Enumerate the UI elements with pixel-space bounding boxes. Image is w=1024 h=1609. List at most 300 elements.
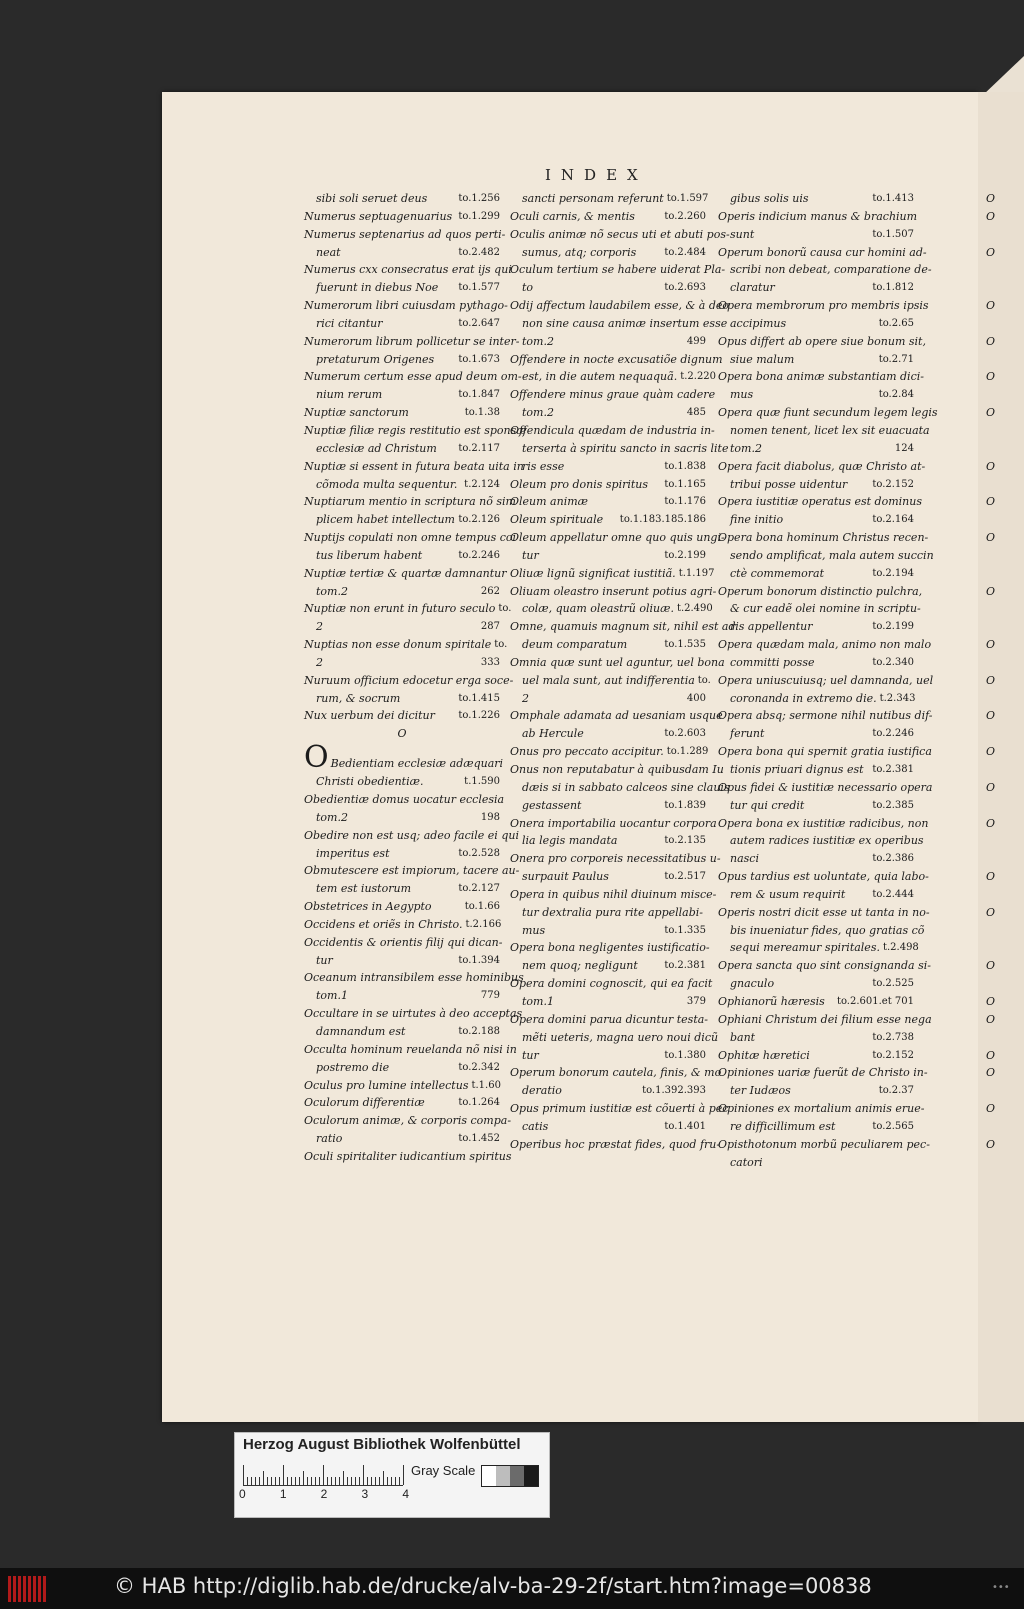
entry-text: sibi soli seruet deus (316, 192, 428, 205)
fragment-line (986, 832, 1024, 850)
ruler-tick (375, 1477, 376, 1485)
fragment-line (986, 618, 1024, 636)
index-entry-line (718, 600, 921, 618)
entry-reference: to.2.127 (458, 883, 500, 895)
entry-reference: to.2.246 (872, 728, 914, 740)
fragment-line: O (986, 780, 996, 794)
fragment-line (986, 797, 1024, 815)
index-entry-line (304, 827, 519, 845)
index-entry-line (510, 1082, 706, 1100)
entry-text: Opera uniuscuiusq; uel damnanda, uel (718, 673, 934, 687)
entry-text: Occidentis & orientis filij qui dican- (304, 935, 503, 949)
ruler-tick (299, 1477, 300, 1485)
entry-text: committi posse (730, 655, 815, 669)
entry-reference: 333 (480, 656, 500, 668)
index-entry-line (718, 583, 923, 601)
index-entry-line (718, 440, 914, 458)
fragment-line: O (986, 406, 996, 420)
entry-text: ratio (316, 1132, 343, 1146)
entry-text: Nuptiæ si essent in futura beata uita in (304, 459, 524, 473)
entry-text: claratur (730, 281, 775, 295)
index-entry-line (304, 404, 500, 422)
index-entry-line (510, 261, 726, 279)
entry-reference: to.2.381 (664, 960, 706, 972)
index-entry-line (304, 565, 507, 583)
index-entry-line (304, 725, 500, 743)
entry-text: Offendicula quædam de industria in- (510, 423, 715, 437)
index-column-1 (304, 190, 527, 1166)
index-entry-line (510, 404, 706, 422)
entry-text: Numerorum librum pollicetur se inter- (304, 334, 520, 348)
entry-text: Opera in quibus nihil diuinum misce- (510, 887, 717, 901)
entry-reference: to.2.194 (872, 567, 914, 579)
entry-reference: to.1.183.185.186 (619, 514, 706, 526)
ruler-tick (319, 1477, 320, 1485)
entry-text: sendo amplificat, mala autem succin (730, 548, 934, 562)
index-entry-line (304, 386, 500, 404)
index-entry-line (304, 987, 500, 1005)
index-entry-line (510, 672, 711, 690)
entry-text: sumus, atq; corporis (522, 245, 637, 259)
entry-text: Nuptijs copulati non omne tempus coi (304, 531, 517, 545)
entry-text: ab Hercule (522, 727, 584, 741)
index-entry-line (718, 458, 926, 476)
entry-text: mus (730, 388, 754, 402)
index-entry-line (718, 922, 925, 940)
ruler-number: 3 (361, 1487, 369, 1501)
entry-text: postremo die (316, 1060, 390, 1074)
index-entry-line (718, 957, 931, 975)
ruler-tick (371, 1477, 372, 1485)
index-entry-line (718, 654, 914, 672)
measurement-ruler (243, 1463, 403, 1486)
index-entry-line (718, 368, 924, 386)
entry-reference: to.1.394 (458, 954, 500, 966)
index-entry-line (304, 845, 500, 863)
entry-text: Omne, quamuis magnum sit, nihil est ad (510, 620, 736, 634)
entry-reference: to.2.164 (872, 514, 914, 526)
entry-text: Opera bona animæ substantiam dici- (718, 370, 924, 384)
entry-text: uel mala sunt, aut indifferentia (522, 673, 695, 687)
fragment-line: O (986, 1137, 996, 1151)
entry-reference: to.1.838 (664, 460, 706, 472)
fragment-line: O (986, 459, 996, 473)
entry-reference: to.1.839 (664, 799, 706, 811)
entry-text: tus liberum habent (316, 548, 423, 562)
index-entry-line (510, 993, 706, 1011)
ruler-tick (247, 1477, 248, 1485)
fragment-line (986, 654, 1024, 672)
index-entry-line (510, 386, 716, 404)
index-entry-line (304, 1148, 512, 1166)
index-entry-line (304, 1059, 500, 1077)
index-entry-line (304, 440, 500, 458)
entry-reference: to.1.380 (664, 1049, 706, 1061)
index-entry-line (304, 672, 514, 690)
entry-text: Oleum animæ (510, 495, 588, 509)
gray-swatch (524, 1466, 538, 1486)
fragment-line (986, 690, 1024, 708)
index-entry-line (718, 707, 933, 725)
source-url-text[interactable]: © HAB http://diglib.hab.de/drucke/alv-ba-29-2f/start.htm?image=00838 (114, 1574, 872, 1598)
entry-reference: to.2.484 (664, 246, 706, 258)
entry-text: Christi obedientiæ. (316, 775, 424, 789)
entry-reference: to.2.152 (872, 478, 914, 490)
entry-reference: to.2.126 (458, 514, 500, 526)
fragment-line: O (986, 816, 996, 830)
ruler-tick (367, 1477, 368, 1485)
index-entry-line (510, 922, 706, 940)
index-entry-line (510, 368, 717, 386)
ruler-number: 1 (279, 1487, 287, 1501)
entry-reference: to.1.256 (458, 193, 500, 204)
entry-text: tur qui credit (730, 798, 805, 812)
index-entry-line (510, 1029, 719, 1047)
fragment-line: O (986, 745, 996, 759)
index-entry-line (510, 1136, 721, 1154)
fragment-line (986, 886, 1024, 904)
entry-reference: to.1.299 (458, 210, 500, 222)
index-entry-line (718, 1154, 914, 1172)
entry-reference: t.2.343 (879, 692, 916, 704)
index-entry-line (304, 773, 500, 791)
entry-text: re difficillimum est (730, 1119, 836, 1133)
entry-text: est, in die autem nequaquã. (522, 370, 678, 384)
entry-text: tionis priuari dignus est (730, 763, 864, 776)
ruler-tick (335, 1477, 336, 1485)
index-entry-line (718, 975, 914, 993)
index-entry-line (510, 957, 706, 975)
entry-text: tur dextralia pura rite appellabi- (522, 905, 704, 919)
entry-text: Oceanum intransibilem esse hominibus (304, 971, 524, 985)
entry-text: imperitus est (316, 846, 390, 860)
entry-text: scribi non debeat, comparatione de- (730, 263, 932, 277)
index-column-2 (510, 190, 736, 1154)
entry-reference: to.1.812 (872, 282, 914, 294)
fragment-line: O (986, 1066, 996, 1080)
index-entry-line (510, 1047, 706, 1065)
index-entry-line (304, 315, 500, 333)
index-entry-line (510, 226, 730, 244)
index-entry-line (510, 690, 706, 708)
ruler-tick (307, 1477, 308, 1485)
entry-text: Ophianorũ hæresis (718, 994, 825, 1008)
fragment-line: O (986, 531, 996, 545)
ruler-tick (327, 1477, 328, 1485)
index-entry-line (304, 934, 503, 952)
index-entry-line (718, 797, 914, 815)
fragment-line (986, 600, 1024, 618)
entry-text: autem radices iustitiæ ex operibus (730, 834, 924, 848)
entry-reference: to.1.264 (458, 1097, 500, 1109)
index-entry-line (510, 1064, 722, 1082)
entry-reference: t.1.197 (678, 567, 715, 579)
index-column-3 (718, 190, 938, 1171)
entry-text: nem quoq; negligunt (522, 959, 638, 973)
entry-reference: to.2.199 (664, 549, 706, 561)
entry-reference: to.2.647 (458, 317, 500, 329)
entry-text: Omnia quæ sunt uel aguntur, uel bona (510, 655, 725, 669)
entry-text: rum, & socrum (316, 691, 401, 705)
entry-text: gibus solis uis (730, 192, 809, 205)
ruler-number: 2 (320, 1487, 328, 1501)
entry-text: Odij affectum laudabilem esse, & à deo (510, 299, 730, 313)
entry-reference: to.1.413 (872, 193, 914, 204)
entry-text: dæis si in sabbato calceos sine clauis (522, 780, 730, 794)
entry-reference: to.2.260 (664, 210, 706, 222)
fragment-line (986, 440, 1024, 458)
entry-text: Oculis animæ nõ secus uti et abuti pos- (510, 227, 730, 241)
entry-text: Numerus septenarius ad quos perti- (304, 227, 506, 241)
entry-text: Numerum certum esse apud deum om- (304, 370, 522, 384)
logo-stripe (18, 1576, 21, 1602)
index-entry-line (718, 422, 930, 440)
index-entry-line (304, 791, 505, 809)
index-entry-line (718, 1029, 914, 1047)
entry-reference: to.2.84 (878, 389, 914, 401)
fragment-line: O (986, 1102, 996, 1116)
entry-reference: to. (498, 603, 512, 615)
entry-text: tom.2 (522, 406, 554, 420)
ruler-tick (251, 1477, 252, 1485)
fragment-line: O (986, 673, 996, 687)
entry-text: Opiniones ex mortalium animis erue- (718, 1102, 925, 1116)
entry-text: terserta à spiritu sancto in sacris lite (522, 441, 729, 455)
logo-stripe (38, 1576, 41, 1602)
entry-text: accipimus (730, 316, 787, 330)
entry-text: Occultare in se uirtutes à deo acceptas (304, 1007, 523, 1021)
ruler-tick (295, 1477, 296, 1485)
ruler-tick (399, 1477, 400, 1485)
fragment-line (986, 922, 1024, 940)
index-entry-line (718, 779, 933, 797)
next-page-column-fragment (986, 190, 1024, 1154)
hab-logo-icon (8, 1576, 48, 1602)
ruler-tick (303, 1471, 304, 1485)
fragment-line (986, 850, 1024, 868)
entry-text: nasci (730, 852, 759, 866)
entry-reference: 262 (480, 585, 500, 597)
index-entry-line (510, 422, 715, 440)
index-entry-line (510, 725, 706, 743)
entry-text: 2 (316, 655, 323, 669)
entry-text: coronanda in extremo die. (730, 691, 877, 705)
index-entry-line (304, 422, 527, 440)
entry-reference: 379 (686, 995, 706, 1007)
index-entry-line (304, 583, 500, 601)
entry-text: tribui posse uidentur (730, 477, 848, 491)
index-entry-line (510, 244, 706, 262)
entry-reference: to.2.386 (872, 853, 914, 865)
entry-text: gnaculo (730, 977, 775, 991)
entry-reference: 124 (894, 442, 914, 454)
index-entry-line (304, 511, 500, 529)
fragment-line (986, 547, 1024, 565)
index-entry-line (304, 351, 500, 369)
entry-text: Operum bonorum distinctio pulchra, (718, 584, 923, 598)
entry-text: Opus primum iustitiæ est cõuerti à pec (510, 1102, 729, 1116)
index-entry-line (510, 297, 730, 315)
fragment-line (986, 422, 1024, 440)
entry-text: ris esse (522, 459, 565, 473)
entry-text: surpauit Paulus (522, 870, 609, 884)
index-entry-line (718, 886, 914, 904)
entry-text: mus (522, 923, 546, 937)
entry-text: tom.1 (316, 989, 348, 1003)
entry-text: Occulta hominum reuelanda nõ nisi in (304, 1042, 517, 1056)
gray-scale-label: Gray Scale (411, 1463, 476, 1478)
entry-text: Onus non reputabatur à quibusdam Iu (510, 763, 724, 776)
index-entry-line (304, 1094, 500, 1112)
index-entry-line (510, 797, 706, 815)
entry-text: Nuptiæ sanctorum (304, 406, 409, 420)
index-entry-line (304, 969, 524, 987)
entry-text: neat (316, 245, 341, 259)
entry-text: Opera bona ex iustitiæ radicibus, non (718, 816, 929, 830)
entry-text: Onus pro peccato accipitur. (510, 745, 664, 759)
index-entry-line (304, 952, 500, 970)
ruler-tick (291, 1477, 292, 1485)
entry-reference: t.1.60 (471, 1079, 501, 1091)
index-entry-line (510, 779, 730, 797)
ruler-tick (311, 1477, 312, 1485)
logo-stripe (8, 1576, 11, 1602)
entry-text: Oleum spirituale (510, 513, 604, 527)
ruler-tick (259, 1477, 260, 1485)
index-entry-line (718, 226, 914, 244)
index-entry-line (718, 404, 938, 422)
entry-text: tur (522, 1048, 539, 1062)
entry-text: Obmutescere est impiorum, tacere au- (304, 864, 520, 878)
ruler-tick (351, 1477, 352, 1485)
index-entry-line (718, 565, 914, 583)
gray-swatch (510, 1466, 524, 1486)
entry-text: plicem habet intellectum (316, 513, 455, 527)
index-entry-line (304, 1130, 500, 1148)
ruler-tick (331, 1477, 332, 1485)
fragment-line: O (986, 905, 996, 919)
ruler-tick (355, 1477, 356, 1485)
index-entry-line (718, 208, 918, 226)
index-entry-line (718, 1082, 914, 1100)
entry-reference: to.2.199 (872, 621, 914, 633)
fragment-line (986, 761, 1024, 779)
entry-text: 2 (522, 691, 529, 705)
index-entry-line (304, 476, 500, 494)
index-entry-line (304, 740, 504, 776)
entry-text: bis inueniatur fides, quo gratias cõ (730, 923, 925, 937)
entry-reference: to.2.65 (878, 317, 914, 329)
fragment-line (986, 725, 1024, 743)
entry-reference: to.1.38 (464, 407, 500, 419)
index-entry-line (718, 743, 932, 761)
fragment-line (986, 939, 1024, 957)
ruler-tick (263, 1471, 264, 1485)
entry-text: rici citantur (316, 316, 383, 330)
index-entry-line (718, 493, 922, 511)
entry-text: ferunt (730, 727, 765, 741)
entry-text: ris appellentur (730, 620, 813, 634)
index-entry-line (510, 1011, 709, 1029)
entry-reference: to.1.673 (458, 353, 500, 365)
entry-reference: to.2.525 (872, 978, 914, 990)
entry-text: Bedientiam ecclesiæ adæquari (330, 757, 504, 771)
entry-reference: 287 (480, 621, 500, 633)
logo-stripe (23, 1576, 26, 1602)
ruler-tick (395, 1477, 396, 1485)
fragment-line: O (986, 192, 996, 205)
index-entry-line (304, 493, 516, 511)
index-entry-line (510, 1118, 706, 1136)
index-entry-line (718, 904, 930, 922)
index-entry-line (718, 279, 914, 297)
index-entry-line (304, 862, 520, 880)
entry-reference: to.1.507 (872, 228, 914, 240)
entry-text: Onera importabilia uocantur corpora (510, 816, 717, 830)
entry-text: non sine causa animæ insertum esse (522, 316, 728, 330)
entry-text: O (397, 727, 407, 741)
entry-reference: to.2.517 (664, 871, 706, 883)
fragment-line (986, 565, 1024, 583)
viewer-footer-bar (0, 1568, 1024, 1609)
entry-text: tem est iustorum (316, 882, 411, 896)
index-entry-line (304, 690, 500, 708)
entry-text: catis (522, 1119, 549, 1133)
index-entry-line (304, 880, 500, 898)
index-entry-line (304, 898, 500, 916)
entry-text: colæ, quam oleastrũ oliuæ. (522, 602, 674, 616)
entry-reference: to.1.847 (458, 389, 500, 401)
fragment-line (986, 279, 1024, 297)
entry-text: Oleum pro donis spiritus (510, 477, 649, 491)
entry-text: Numerus cxx consecratus erat ijs qui (304, 263, 512, 277)
fragment-line (986, 511, 1024, 529)
fragment-line (986, 386, 1024, 404)
entry-text: Offendere in nocte excusatiõe dignum (510, 352, 723, 366)
entry-reference: t.2.166 (465, 918, 502, 930)
ruler-tick (283, 1465, 284, 1485)
entry-reference: to.2.385 (872, 799, 914, 811)
entry-text: ecclesiæ ad Christum (316, 441, 437, 455)
index-entry-line (718, 1047, 914, 1065)
fragment-line (986, 476, 1024, 494)
fragment-line: O (986, 1048, 996, 1062)
entry-reference: to.1.392.393 (642, 1085, 706, 1097)
fragment-line: O (986, 709, 996, 723)
more-options-icon[interactable]: ••• (992, 1582, 1010, 1593)
index-entry-line (718, 725, 914, 743)
entry-text: Opera domini parua dicuntur testa- (510, 1012, 709, 1026)
entry-text: Opus fidei & iustitiæ necessario opera (718, 780, 933, 794)
index-entry-line (510, 583, 717, 601)
fragment-line: O (986, 245, 996, 259)
index-entry-line (718, 672, 934, 690)
entry-text: Oculorum animæ, & corporis compa- (304, 1114, 512, 1128)
index-entry-line (510, 315, 728, 333)
index-entry-line (510, 868, 706, 886)
entry-text: Opera membrorum pro membris ipsis (718, 299, 929, 313)
entry-text: Onera pro corporeis necessitatibus u- (510, 852, 721, 866)
index-entry-line (718, 832, 924, 850)
index-entry-line (304, 1023, 500, 1041)
index-entry-line (304, 297, 508, 315)
entry-reference: to.1.226 (458, 710, 500, 722)
fragment-line: O (986, 870, 996, 884)
entry-reference: to.2.482 (458, 246, 500, 258)
entry-text: Opera bona negligentes iustificatio- (510, 941, 710, 955)
ruler-number: 4 (402, 1487, 409, 1501)
index-entry-line (510, 832, 706, 850)
